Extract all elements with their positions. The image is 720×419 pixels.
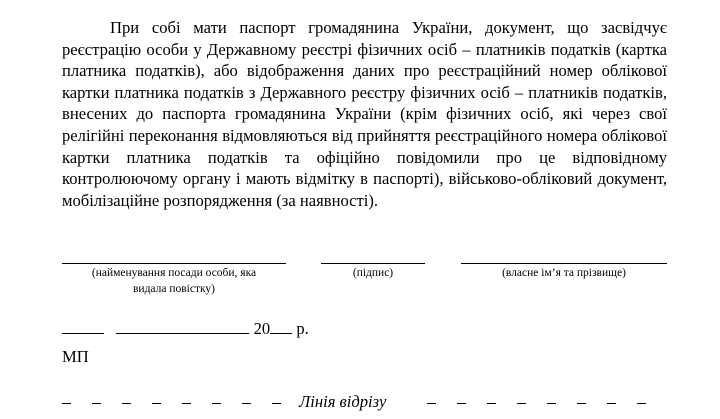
- day-blank: [62, 315, 104, 334]
- name-caption: (власне ім’я та прізвище): [502, 267, 626, 279]
- year-prefix: 20: [253, 319, 271, 338]
- cut-dash: [607, 403, 616, 404]
- cut-dash: [547, 403, 556, 404]
- signature-line: [321, 263, 425, 264]
- position-signature-line: [62, 263, 286, 264]
- cut-dash: [182, 403, 191, 404]
- month-blank: [116, 315, 249, 334]
- cut-dash: [457, 403, 466, 404]
- cut-dash: [577, 403, 586, 404]
- cut-dash: [487, 403, 496, 404]
- position-caption-line2: видала повістку): [132, 283, 216, 295]
- cut-dash: [92, 403, 101, 404]
- instruction-paragraph: При собі мати паспорт громадянина України, документ, що засвідчує реєстрацію особи у Державному реєстрі фізичних осіб – платників податків (картка платника податків), або відображення даних про реєстраційний номер облікової картки платника податків з Державного реєстру фізичних осіб – платників податків, внесених до паспорта громадянина України (крім фізичних осіб, які через свої релігійні переконання відмовляються від прийняття реєстраційного номера облікової картки платника податків та офіційно повідомили про це відповідному контролюючому органу і мають відмітку в паспорті), військово-обліковий документ, мобілізаційне розпорядження (за наявності).: [62, 18, 667, 210]
- cut-dash: [272, 403, 281, 404]
- signature-caption: (підпис): [352, 267, 394, 279]
- cut-dash: [637, 403, 646, 404]
- date-line: [62, 315, 309, 339]
- name-signature-line: [461, 263, 667, 264]
- cut-dash: [212, 403, 221, 404]
- position-caption-line1: (найменування посади особи, яка: [91, 267, 257, 279]
- year-blank: [270, 315, 292, 334]
- stamp-label: МП: [62, 347, 89, 366]
- cut-dash: [517, 403, 526, 404]
- cut-dash: [152, 403, 161, 404]
- cut-dash: [242, 403, 251, 404]
- cut-dash: [62, 403, 71, 404]
- cut-dash: [427, 403, 436, 404]
- cut-line: [62, 392, 667, 414]
- year-suffix: р.: [296, 319, 309, 338]
- cut-dash: [122, 403, 131, 404]
- cut-line-label: Лінія відрізу: [299, 392, 387, 411]
